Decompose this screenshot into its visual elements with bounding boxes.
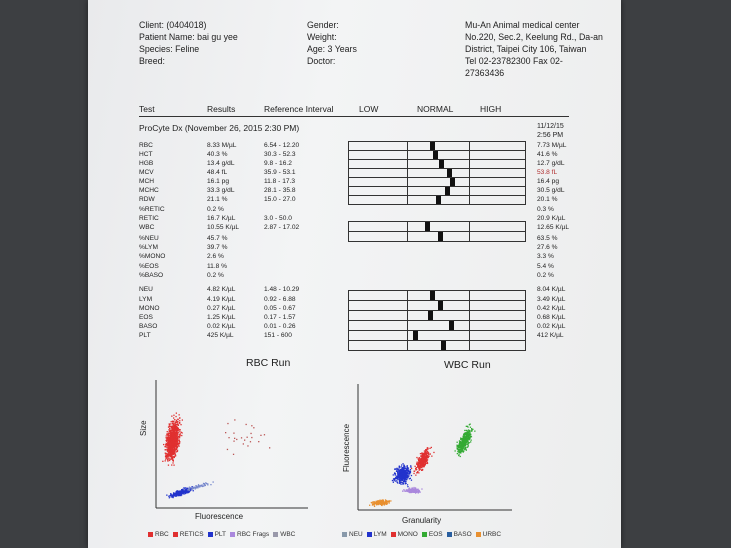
test-name: %BASO <box>139 272 164 279</box>
result-value: 4.19 K/µL <box>207 296 236 303</box>
wbc-scatter-plot <box>346 382 514 514</box>
reference-interval: 9.8 - 16.2 <box>264 160 292 167</box>
species: Species: Feline <box>139 44 200 54</box>
reference-interval: 35.9 - 53.1 <box>264 169 296 176</box>
col-test: Test <box>139 104 155 114</box>
range-marker-plt <box>441 341 446 350</box>
range-marker-rbc <box>430 142 435 150</box>
test-name: %MONO <box>139 253 166 260</box>
rbc-run-title: RBC Run <box>246 357 291 369</box>
reference-interval: 1.48 - 10.29 <box>264 286 300 293</box>
legend-swatch <box>391 532 396 537</box>
previous-date: 11/12/15 <box>537 123 564 130</box>
clinic-name: Mu-An Animal medical center <box>465 20 580 30</box>
reference-interval: 0.05 - 0.67 <box>264 305 296 312</box>
result-value: 0.27 K/µL <box>207 305 236 312</box>
range-marker-lym <box>438 301 443 310</box>
range-grid-row-line <box>349 177 525 178</box>
reference-interval: 0.92 - 6.88 <box>264 296 296 303</box>
previous-result: 27.6 % <box>537 244 558 251</box>
legend-swatch <box>273 532 278 537</box>
previous-result: 412 K/µL <box>537 332 564 339</box>
reference-interval: 151 - 600 <box>264 332 292 339</box>
rbc-x-label: Fluorescence <box>195 512 244 521</box>
col-reference: Reference Interval <box>264 104 334 114</box>
wbc-scatter-points <box>369 424 476 508</box>
range-marker-retic <box>425 222 430 231</box>
previous-result: 20.1 % <box>537 196 558 203</box>
previous-result: 8.04 K/µL <box>537 286 566 293</box>
patient-name: Patient Name: bai gu yee <box>139 32 238 42</box>
result-value: 16.7 K/µL <box>207 215 236 222</box>
legend-swatch <box>367 532 372 537</box>
result-value: 16.1 pg <box>207 178 229 185</box>
plt-cluster <box>166 486 194 498</box>
range-grid <box>348 141 526 205</box>
test-name: BASO <box>139 323 158 330</box>
result-value: 45.7 % <box>207 235 228 242</box>
legend-label: LYM <box>373 531 387 538</box>
wbc-y-label: Fluorescence <box>342 423 351 472</box>
col-results: Results <box>207 104 236 114</box>
result-value: 8.33 M/µL <box>207 142 237 149</box>
legend-label: NEU <box>349 531 363 538</box>
legend-item <box>391 531 418 538</box>
range-grid-row-line <box>349 310 525 311</box>
range-marker-mch <box>450 178 455 186</box>
range-marker-mcv <box>447 169 452 177</box>
legend-label: MONO <box>397 531 418 538</box>
range-marker-rdw <box>436 196 441 204</box>
reference-interval: 30.3 - 52.3 <box>264 151 296 158</box>
reference-interval: 28.1 - 35.8 <box>264 187 296 194</box>
lym-cluster <box>392 463 412 487</box>
test-name: RBC <box>139 142 153 149</box>
clinic-fax: 27363436 <box>465 68 505 78</box>
legend-item <box>342 531 363 538</box>
test-name: MCH <box>139 178 155 185</box>
previous-result: 12.65 K/µL <box>537 224 570 231</box>
legend-item <box>476 531 501 538</box>
eos-cluster <box>455 424 476 458</box>
legend-swatch <box>476 532 481 537</box>
legend-item <box>367 531 387 538</box>
test-name: PLT <box>139 332 151 339</box>
result-value: 425 K/µL <box>207 332 234 339</box>
previous-result: 0.02 K/µL <box>537 323 566 330</box>
result-value: 1.25 K/µL <box>207 314 236 321</box>
range-grid-row-line <box>349 340 525 341</box>
result-value: 11.8 % <box>207 263 228 270</box>
clinic-address-1: No.220, Sec.2, Keelung Rd., Da-an <box>465 32 603 42</box>
test-name: MONO <box>139 305 160 312</box>
previous-result: 3.3 % <box>537 253 554 260</box>
previous-result: 53.8 fL <box>537 169 558 176</box>
previous-result: 63.5 % <box>537 235 558 242</box>
legend-swatch <box>422 532 427 537</box>
previous-result: 5.4 % <box>537 263 554 270</box>
range-marker-hgb <box>439 160 444 168</box>
legend-label: PLT <box>214 531 227 538</box>
urbc-cluster <box>369 499 392 507</box>
test-name: LYM <box>139 296 153 303</box>
scatter-noise <box>225 419 270 455</box>
range-grid-row-line <box>349 159 525 160</box>
reference-interval: 11.8 - 17.3 <box>264 178 296 185</box>
previous-result: 3.49 K/µL <box>537 296 566 303</box>
legend-label: RBC Frags <box>237 531 270 538</box>
col-high: HIGH <box>480 104 502 114</box>
legend-item <box>148 531 169 538</box>
baso-cluster <box>402 487 423 494</box>
previous-result: 12.7 g/dL <box>537 160 565 167</box>
range-marker-mchc <box>445 187 450 195</box>
legend-label: URBC <box>482 531 502 538</box>
test-name: %NEU <box>139 235 159 242</box>
legend-item <box>208 531 226 538</box>
previous-result: 0.3 % <box>537 206 554 213</box>
clinic-tel: Tel 02-23782300 Fax 02- <box>465 56 563 66</box>
legend-label: RETICS <box>179 531 204 538</box>
rbc-frags-cluster <box>184 481 214 490</box>
doctor: Doctor: <box>307 56 336 66</box>
test-name: EOS <box>139 314 153 321</box>
result-value: 40.3 % <box>207 151 228 158</box>
reference-interval: 6.54 - 12.20 <box>264 142 300 149</box>
previous-result: 0.68 K/µL <box>537 314 566 321</box>
test-name: MCV <box>139 169 154 176</box>
reference-interval: 3.0 - 50.0 <box>264 215 292 222</box>
legend-label: RBC <box>155 531 169 538</box>
result-value: 4.82 K/µL <box>207 286 236 293</box>
range-marker-baso <box>413 331 418 340</box>
range-marker-neu <box>430 291 435 300</box>
legend-swatch <box>447 532 452 537</box>
result-value: 0.02 K/µL <box>207 323 236 330</box>
wbc-run-title: WBC Run <box>444 359 491 371</box>
range-grid-row-line <box>349 300 525 301</box>
range-marker-mono <box>428 311 433 320</box>
range-grid <box>348 221 526 242</box>
previous-time: 2:56 PM <box>537 132 564 139</box>
col-normal: NORMAL <box>417 104 454 114</box>
gender: Gender: <box>307 20 339 30</box>
client-label: Client: (0404018) <box>139 20 207 30</box>
previous-result: 0.2 % <box>537 272 554 279</box>
previous-result: 7.73 M/µL <box>537 142 567 149</box>
previous-result: 30.5 g/dL <box>537 187 565 194</box>
test-name: %RETIC <box>139 206 165 213</box>
wbc-x-label: Granularity <box>402 516 442 525</box>
test-name: RETIC <box>139 215 159 222</box>
legend-swatch <box>342 532 347 537</box>
legend-swatch <box>208 532 213 537</box>
run-title: ProCyte Dx (November 26, 2015 2:30 PM) <box>139 123 300 133</box>
legend-item <box>173 531 204 538</box>
result-value: 39.7 % <box>207 244 228 251</box>
result-value: 13.4 g/dL <box>207 160 235 167</box>
breed: Breed: <box>139 56 165 66</box>
clinic-address-2: District, Taipei City 106, Taiwan <box>465 44 587 54</box>
legend-swatch <box>148 532 153 537</box>
legend-label: WBC <box>280 531 296 538</box>
previous-result: 20.9 K/µL <box>537 215 566 222</box>
result-value: 48.4 fL <box>207 169 228 176</box>
rbc-cluster <box>162 413 183 466</box>
age: Age: 3 Years <box>307 44 357 54</box>
test-name: MCHC <box>139 187 159 194</box>
lab-report-paper <box>88 0 621 548</box>
range-marker-hct <box>433 151 438 159</box>
test-name: RDW <box>139 196 155 203</box>
legend-item <box>447 531 472 538</box>
test-name: %EOS <box>139 263 159 270</box>
weight: Weight: <box>307 32 337 42</box>
test-name: WBC <box>139 224 155 231</box>
header-rule <box>139 116 569 117</box>
reference-interval: 15.0 - 27.0 <box>264 196 296 203</box>
reference-interval: 0.01 - 0.26 <box>264 323 296 330</box>
test-name: %LYM <box>139 244 158 251</box>
range-grid-row-line <box>349 330 525 331</box>
range-marker-eos <box>449 321 454 330</box>
test-name: HGB <box>139 160 154 167</box>
legend-swatch <box>230 532 235 537</box>
result-value: 33.3 g/dL <box>207 187 235 194</box>
rbc-y-label: Size <box>139 420 148 436</box>
rbc-scatter-plot <box>142 378 310 520</box>
col-low: LOW <box>359 104 379 114</box>
range-grid <box>348 290 526 351</box>
legend-item <box>273 531 295 538</box>
previous-result: 41.6 % <box>537 151 558 158</box>
mono-neu-cluster <box>411 447 435 476</box>
reference-interval: 0.17 - 1.57 <box>264 314 296 321</box>
result-value: 10.55 K/µL <box>207 224 240 231</box>
legend-item <box>230 531 269 538</box>
test-name: HCT <box>139 151 153 158</box>
previous-result: 16.4 pg <box>537 178 559 185</box>
range-grid-row-line <box>349 320 525 321</box>
legend-swatch <box>173 532 178 537</box>
previous-result: 0.42 K/µL <box>537 305 566 312</box>
legend-label: BASO <box>453 531 472 538</box>
wbc-legend <box>342 531 505 538</box>
range-grid-row-line <box>349 186 525 187</box>
rbc-legend <box>148 531 299 538</box>
result-value: 21.1 % <box>207 196 228 203</box>
result-value: 0.2 % <box>207 206 224 213</box>
range-grid-row-line <box>349 168 525 169</box>
rbc-scatter-points <box>162 413 270 499</box>
result-value: 2.6 % <box>207 253 224 260</box>
reference-interval: 2.87 - 17.02 <box>264 224 300 231</box>
legend-item <box>422 531 443 538</box>
range-marker-wbc <box>438 232 443 241</box>
result-value: 0.2 % <box>207 272 224 279</box>
legend-label: EOS <box>428 531 443 538</box>
test-name: NEU <box>139 286 153 293</box>
